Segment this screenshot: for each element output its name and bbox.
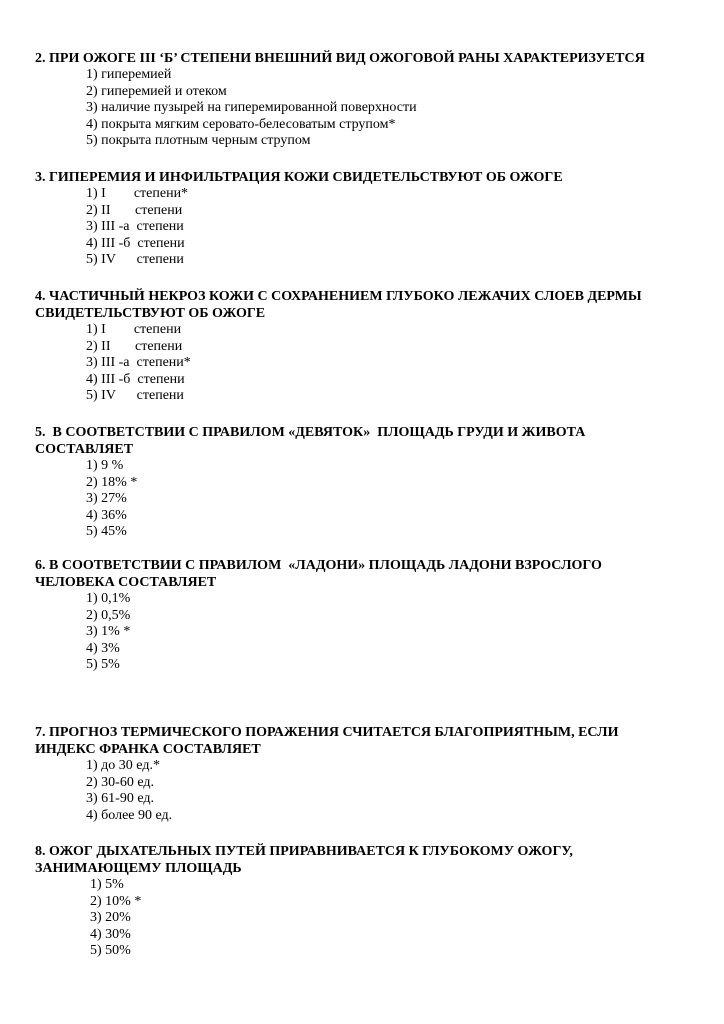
answer-option: 5) покрыта плотным черным струпом [86,133,311,149]
question-title: 5. В СООТВЕТСТВИИ С ПРАВИЛОМ «ДЕВЯТОК» ПЛОЩАДЬ ГРУДИ И ЖИВОТА СОСТАВЛЯЕТ [35,425,586,457]
question-2 [35,50,695,150]
answer-option: 3) III -а степени [86,219,184,235]
question-title: 7. ПРОГНОЗ ТЕРМИЧЕСКОГО ПОРАЖЕНИЯ СЧИТАЕТСЯ БЛАГОПРИЯТНЫМ, ЕСЛИ ИНДЕКС ФРАНКА СОСТАВЛЯЕТ [35,725,619,757]
answer-option: 3) 20% [90,910,131,926]
answer-option: 1) 5% [90,877,124,892]
answer-option: 4) III -б степени [86,371,185,387]
answer-option: 3) 61-90 ед. [86,791,154,807]
answer-option: 1) I степени* [86,186,189,201]
answer-options [35,458,695,541]
answer-option: 1) до 30 ед.* [86,758,160,773]
answer-option: 2) 10% * [90,893,142,909]
answer-option: 2) II степени [86,202,183,218]
question-title: 8. ОЖОГ ДЫХАТЕЛЬНЫХ ПУТЕЙ ПРИРАВНИВАЕТСЯ К ГЛУБОКОМУ ОЖОГУ, ЗАНИМАЮЩЕМУ ПЛОЩАДЬ [35,844,573,876]
answer-option: 2) II степени [86,338,183,354]
answer-option: 3) 1% * [86,624,131,640]
answer-options [35,758,695,824]
answer-option: 4) 3% [86,640,120,656]
answer-option: 5) IV степени [86,388,184,404]
answer-option: 5) 5% [86,657,120,673]
question-title: 4. ЧАСТИЧНЫЙ НЕКРОЗ КОЖИ С СОХРАНЕНИЕМ ГЛУБОКО ЛЕЖАЧИХ СЛОЕВ ДЕРМЫ СВИДЕТЕЛЬСТВУЮТ ОБ ОЖОГЕ [35,289,642,321]
answer-option: 3) III -а степени* [86,355,191,371]
answer-options [35,67,695,150]
question-7 [35,724,695,824]
answer-option: 4) более 90 ед. [86,807,173,823]
answer-option: 4) III -б степени [86,235,185,251]
question-8 [35,843,695,960]
answer-option: 5) 45% [86,524,127,540]
answer-option: 2) 30-60 ед. [86,774,154,790]
answer-option: 4) покрыта мягким серовато-белесоватым струпом* [86,116,396,132]
answer-options [35,186,695,269]
answer-options [35,591,695,674]
answer-option: 2) 18% * [86,474,138,490]
question-title: 3. ГИПЕРЕМИЯ И ИНФИЛЬТРАЦИЯ КОЖИ СВИДЕТЕЛЬСТВУЮТ ОБ ОЖОГЕ [35,170,563,185]
question-title: 6. В СООТВЕТСТВИИ С ПРАВИЛОМ «ЛАДОНИ» ПЛОЩАДЬ ЛАДОНИ ВЗРОСЛОГО ЧЕЛОВЕКА СОСТАВЛЯЕТ [35,558,602,590]
question-5 [35,424,695,541]
answer-option: 3) наличие пузырей на гиперемированной поверхности [86,100,417,116]
answer-option: 1) гиперемией [86,67,172,82]
answer-option: 1) 0,1% [86,591,131,606]
question-4 [35,288,695,405]
answer-option: 5) 50% [90,943,131,959]
answer-option: 1) I степени [86,322,182,337]
answer-option: 2) гиперемией и отеком [86,83,227,99]
question-6 [35,557,695,674]
answer-option: 4) 30% [90,926,131,942]
answer-option: 5) IV степени [86,252,184,268]
answer-options [35,877,695,960]
answer-option: 3) 27% [86,491,127,507]
answer-option: 1) 9 % [86,458,124,473]
answer-option: 2) 0,5% [86,607,131,623]
answer-options [35,322,695,405]
question-title: 2. ПРИ ОЖОГЕ III ‘Б’ СТЕПЕНИ ВНЕШНИЙ ВИД ОЖОГОВОЙ РАНЫ ХАРАКТЕРИЗУЕТСЯ [35,51,645,66]
question-3 [35,169,695,269]
answer-option: 4) 36% [86,507,127,523]
